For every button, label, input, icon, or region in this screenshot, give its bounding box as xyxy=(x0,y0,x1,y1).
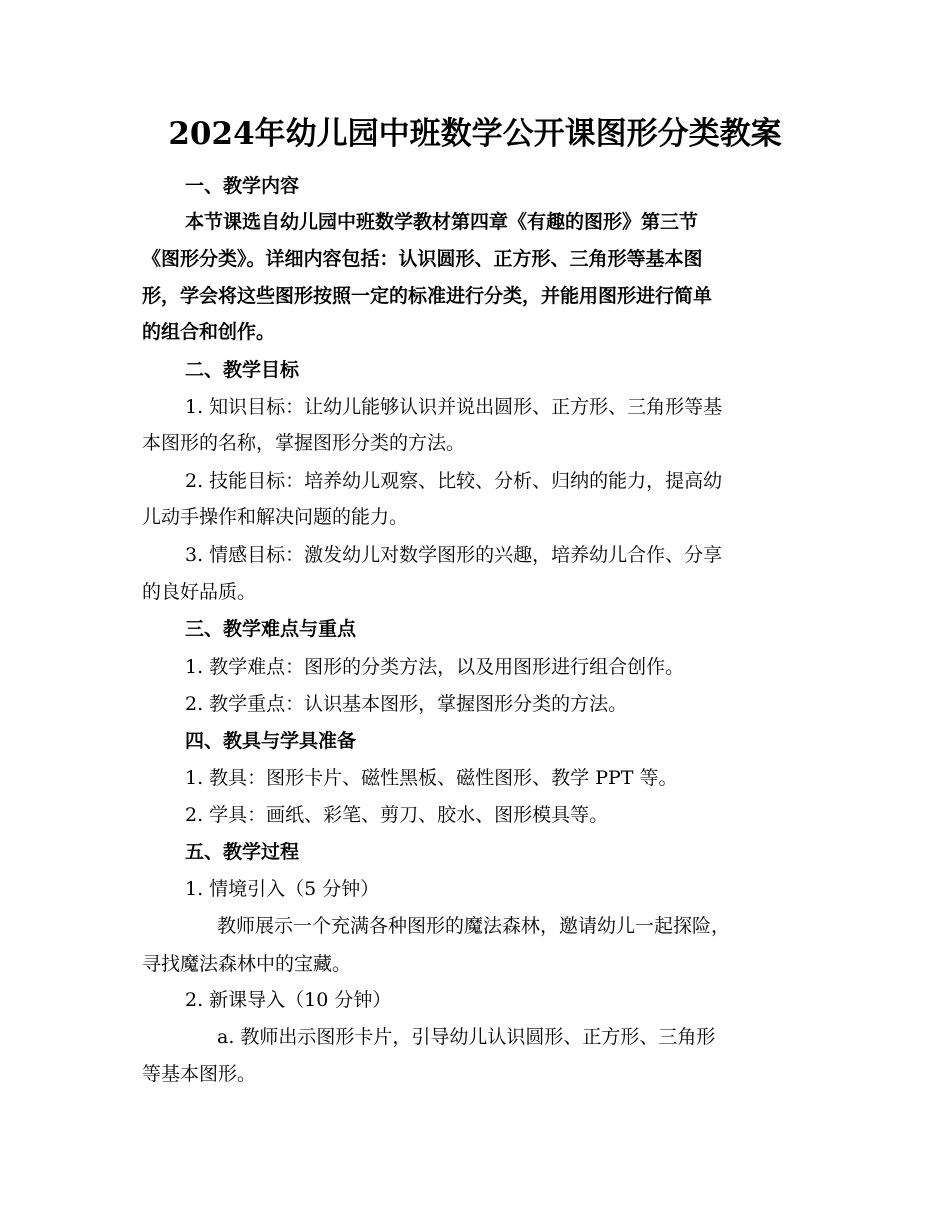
paragraph-line: 3. 情感目标：激发幼儿对数学图形的兴趣，培养幼儿合作、分享 xyxy=(185,544,723,566)
paragraph-line: 本图形的名称，掌握图形分类的方法。 xyxy=(142,432,466,454)
paragraph-line: 2. 教学重点：认识基本图形，掌握图形分类的方法。 xyxy=(185,693,628,715)
paragraph-line: 教师展示一个充满各种图形的魔法森林，邀请幼儿一起探险， xyxy=(217,915,731,937)
paragraph-line: 的良好品质。 xyxy=(142,581,257,603)
section-heading-process: 五、教学过程 xyxy=(185,841,300,863)
paragraph-line: 2. 新课导入（10 分钟） xyxy=(185,989,392,1011)
document-title: 2024年幼儿园中班数学公开课图形分类教案 xyxy=(168,116,782,152)
paragraph-line: 本节课选自幼儿园中班数学教材第四章《有趣的图形》第三节 xyxy=(185,211,699,233)
paragraph-line: 的组合和创作。 xyxy=(142,321,276,343)
paragraph-line: 《图形分类》。详细内容包括：认识圆形、正方形、三角形等基本图 xyxy=(142,248,703,270)
section-heading-teaching-goals: 二、教学目标 xyxy=(185,359,300,381)
paragraph-line: 等基本图形。 xyxy=(142,1063,257,1085)
paragraph-line: a. 教师出示图形卡片，引导幼儿认识圆形、正方形、三角形 xyxy=(217,1026,716,1048)
section-heading-materials: 四、教具与学具准备 xyxy=(185,730,357,752)
paragraph-line: 2. 技能目标：培养幼儿观察、比较、分析、归纳的能力，提高幼 xyxy=(185,470,723,492)
paragraph-line: 1. 教具：图形卡片、磁性黑板、磁性图形、教学 PPT 等。 xyxy=(185,767,678,789)
paragraph-line: 1. 情境引入（5 分钟） xyxy=(185,878,380,900)
section-heading-teaching-content: 一、教学内容 xyxy=(185,175,300,197)
paragraph-line: 寻找魔法森林中的宝藏。 xyxy=(142,953,352,975)
paragraph-line: 儿动手操作和解决问题的能力。 xyxy=(142,506,409,528)
paragraph-line: 2. 学具：画纸、彩笔、剪刀、胶水、图形模具等。 xyxy=(185,804,609,826)
paragraph-line: 1. 教学难点：图形的分类方法，以及用图形进行组合创作。 xyxy=(185,656,685,678)
section-heading-difficulties: 三、教学难点与重点 xyxy=(185,618,357,640)
paragraph-line: 形，学会将这些图形按照一定的标准进行分类，并能用图形进行简单 xyxy=(142,285,713,307)
paragraph-line: 1. 知识目标：让幼儿能够认识并说出圆形、正方形、三角形等基 xyxy=(185,396,723,418)
